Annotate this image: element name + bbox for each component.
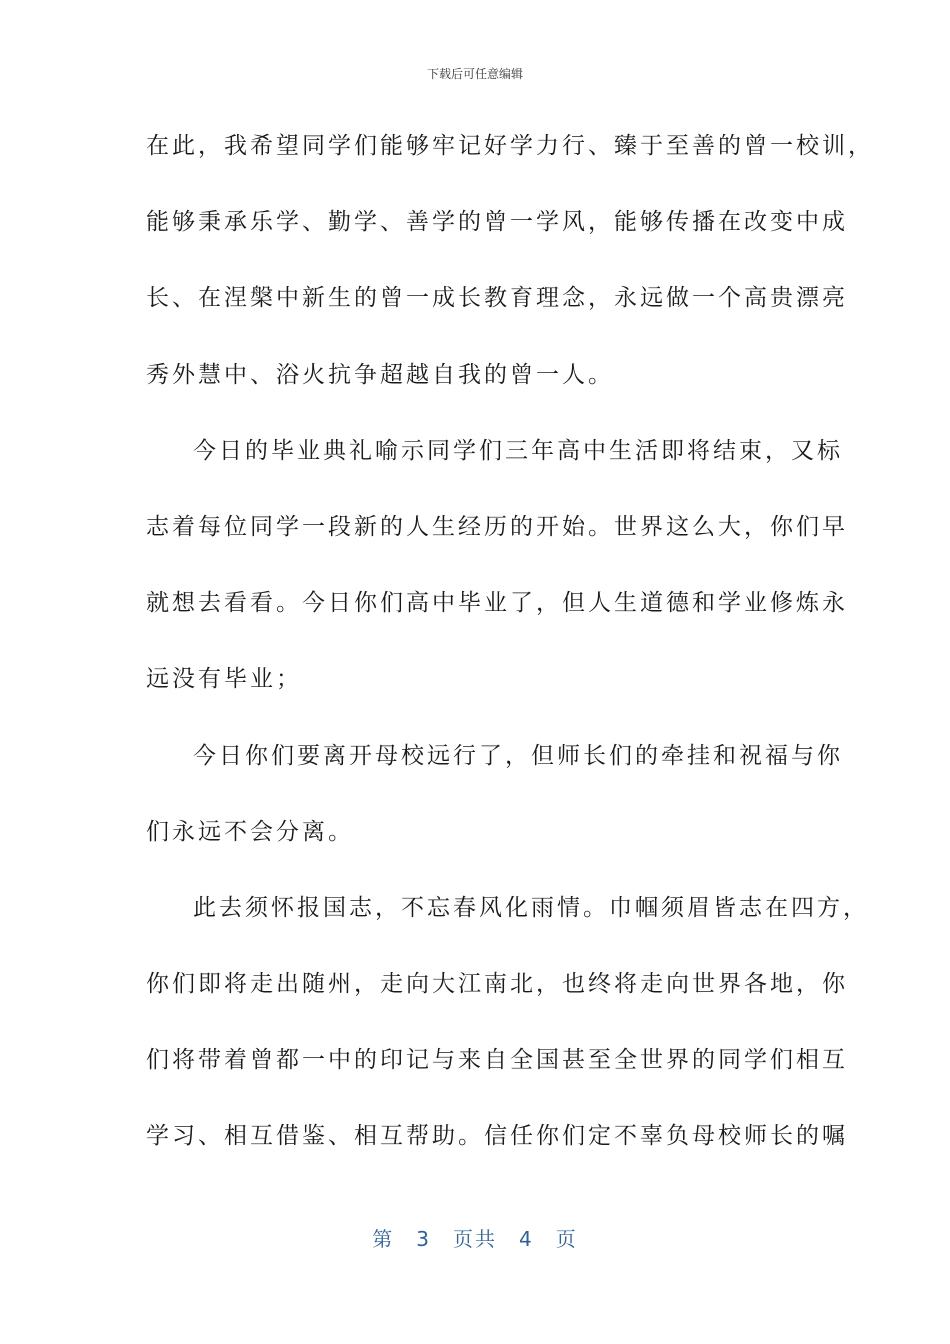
- text-line: 学习、相互借鉴、相互帮助。信任你们定不辜负母校师长的嘱: [146, 1123, 848, 1150]
- text-line: 就想去看看。今日你们高中毕业了，但人生道德和学业修炼永: [146, 590, 848, 617]
- text-line: 秀外慧中、浴火抗争超越自我的曾一人。: [146, 361, 614, 388]
- text-line: 志着每位同学一段新的人生经历的开始。世界这么大，你们早: [146, 513, 848, 540]
- total-pages-number: 4: [519, 1227, 534, 1251]
- paragraph-start-line: 今日的毕业典礼喻示同学们三年高中生活即将结束，又标: [193, 437, 843, 464]
- text-line: 远没有毕业；: [146, 666, 302, 693]
- text-line: 们将带着曾都一中的印记与来自全国甚至全世界的同学们相互: [146, 1047, 848, 1074]
- page-header: 下载后可任意编辑: [426, 67, 523, 81]
- paragraph-start-line: 今日你们要离开母校远行了，但师长们的牵挂和祝福与你: [193, 742, 843, 769]
- text-line: 能够秉承乐学、勤学、善学的曾一学风，能够传播在改变中成: [146, 209, 848, 236]
- paragraph-start-line: 此去须怀报国志，不忘春风化雨情。巾帼须眉皆志在四方，: [193, 894, 869, 921]
- document-body: [146, 120, 874, 1187]
- current-page-number: 3: [416, 1227, 431, 1251]
- text-line: 你们即将走出随州，走向大江南北，也终将走向世界各地，你: [146, 971, 848, 998]
- text-line: 们永远不会分离。: [146, 818, 354, 845]
- page-footer: [0, 1226, 950, 1252]
- text-line: 长、在涅槃中新生的曾一成长教育理念，永远做一个高贵漂亮: [146, 285, 848, 312]
- page-label-prefix: 第: [372, 1227, 395, 1251]
- page-label-middle: 页共: [453, 1227, 497, 1251]
- text-line: 在此，我希望同学们能够牢记好学力行、臻于至善的曾一校训，: [146, 133, 874, 159]
- page-label-suffix: 页: [555, 1227, 578, 1251]
